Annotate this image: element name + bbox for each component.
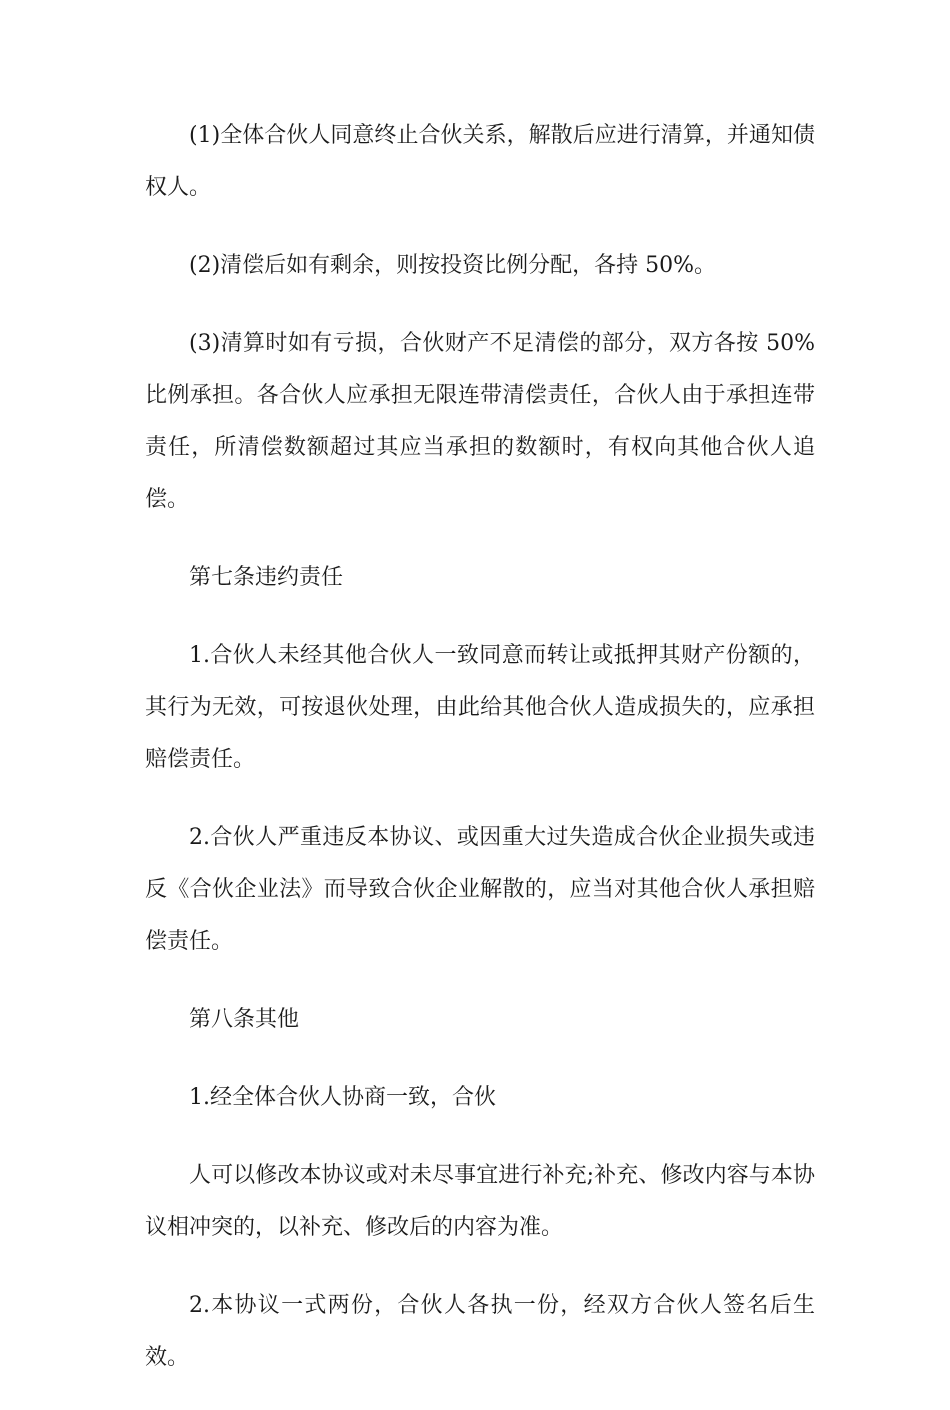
clause-paragraph: 2.合伙人严重违反本协议、或因重大过失造成合伙企业损失或违反《合伙企业法》而导致合伙企业解散的，应当对其他合伙人承担赔偿责任。 [145,825,815,954]
clause-paragraph: (1)全体合伙人同意终止合伙关系，解散后应进行清算，并通知债权人。 [145,123,815,200]
clause-paragraph: 2.本协议一式两份，合伙人各执一份，经双方合伙人签名后生效。 [145,1293,815,1370]
clause-paragraph: 1.合伙人未经其他合伙人一致同意而转让或抵押其财产份额的，其行为无效，可按退伙处理，由此给其他合伙人造成损失的，应承担赔偿责任。 [145,643,815,772]
section-heading: 第七条违约责任 [189,565,344,590]
section-heading: 第八条其他 [189,1007,300,1032]
document-body [145,110,815,1410]
clause-paragraph: (3)清算时如有亏损，合伙财产不足清偿的部分，双方各按 50%比例承担。各合伙人应承担无限连带清偿责任，合伙人由于承担连带责任，所清偿数额超过其应当承担的数额时，有权向其他合伙人追偿。 [145,331,815,512]
clause-paragraph: (2)清偿后如有剩余，则按投资比例分配，各持 50%。 [189,253,717,278]
clause-paragraph: 人可以修改本协议或对未尽事宜进行补充;补充、修改内容与本协议相冲突的，以补充、修改后的内容为准。 [145,1163,815,1240]
clause-paragraph: 1.经全体合伙人协商一致，合伙 [189,1085,496,1110]
